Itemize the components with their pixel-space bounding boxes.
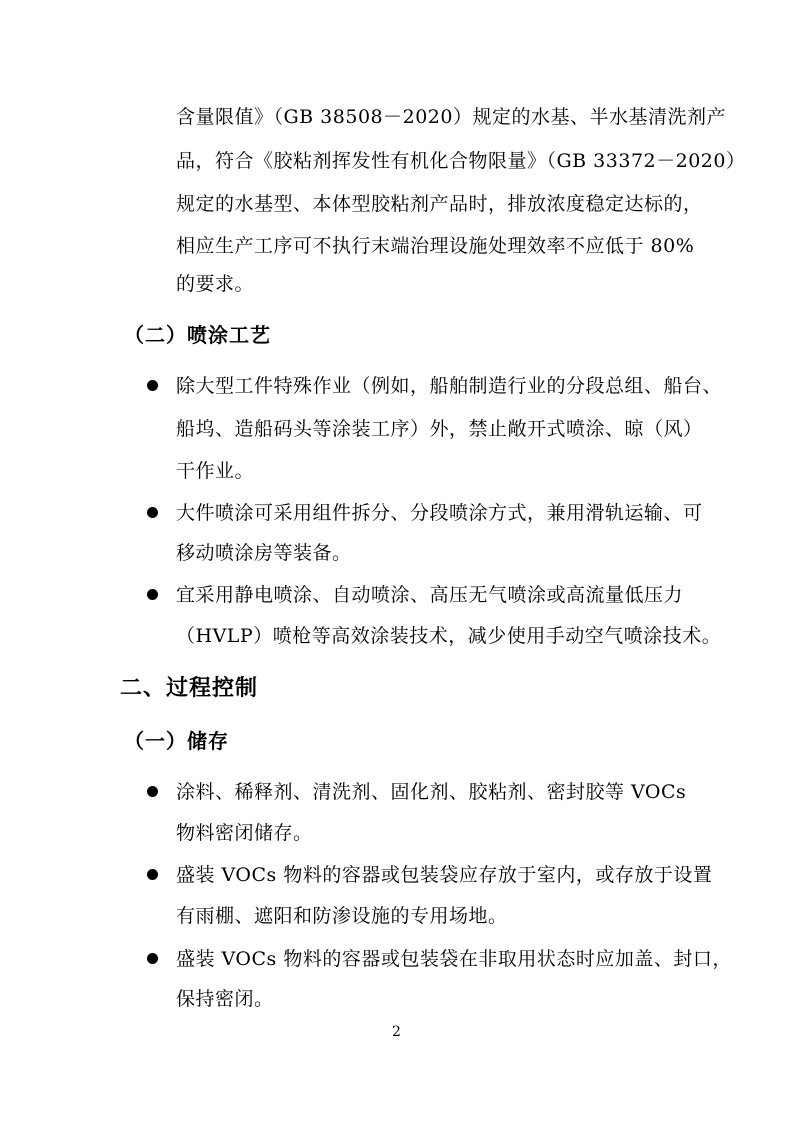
list-item-line: 有雨棚、遮阳和防渗设施的专用场地。: [176, 905, 508, 927]
list-item-line: 宜采用静电喷涂、自动喷涂、高压无气喷涂或高流量低压力: [176, 584, 684, 606]
list-item-line: 大件喷涂可采用组件拆分、分段喷涂方式，兼用滑轨运输、可: [176, 502, 703, 524]
section-heading-spray: （二）喷涂工艺: [124, 323, 271, 347]
paragraph-line: 品，符合《胶粘剂挥发性有机化合物限量》（GB 33372－2020）: [176, 150, 746, 172]
bullet-icon: [147, 380, 158, 391]
section-heading-storage: （一）储存: [124, 729, 229, 753]
bullet-icon: [147, 589, 158, 600]
paragraph-line: 含量限值》（GB 38508－2020）规定的水基、半水基清洗剂产: [176, 106, 726, 128]
list-item-line: 保持密闭。: [176, 988, 274, 1010]
list-item-line: 船坞、造船码头等涂装工序）外，禁止敞开式喷涂、晾（风）: [176, 418, 703, 440]
page-number: 2: [392, 1024, 401, 1040]
list-item-line: （HVLP）喷枪等高效涂装技术，减少使用手动空气喷涂技术。: [176, 625, 722, 647]
list-item-line: 盛装 VOCs 物料的容器或包装袋在非取用状态时应加盖、封口，: [176, 948, 732, 970]
paragraph-line: 的要求。: [176, 273, 255, 295]
bullet-icon: [147, 953, 158, 964]
paragraph-line: 规定的水基型、本体型胶粘剂产品时，排放浓度稳定达标的，: [176, 193, 703, 215]
paragraph-line: 相应生产工序可不执行末端治理设施处理效率不应低于 80%: [176, 235, 695, 257]
list-item-line: 物料密闭储存。: [176, 822, 313, 844]
list-item-line: 盛装 VOCs 物料的容器或包装袋应存放于室内，或存放于设置: [176, 864, 713, 886]
bullet-icon: [147, 786, 158, 797]
bullet-icon: [147, 869, 158, 880]
section-heading-process-control: 二、过程控制: [120, 676, 259, 701]
list-item-line: 干作业。: [176, 460, 255, 482]
list-item-line: 移动喷涂房等装备。: [176, 542, 352, 564]
list-item-line: 涂料、稀释剂、清洗剂、固化剂、胶粘剂、密封胶等 VOCs: [176, 781, 687, 803]
list-item-line: 除大型工件特殊作业（例如，船舶制造行业的分段总组、船台、: [176, 375, 723, 397]
bullet-icon: [147, 507, 158, 518]
